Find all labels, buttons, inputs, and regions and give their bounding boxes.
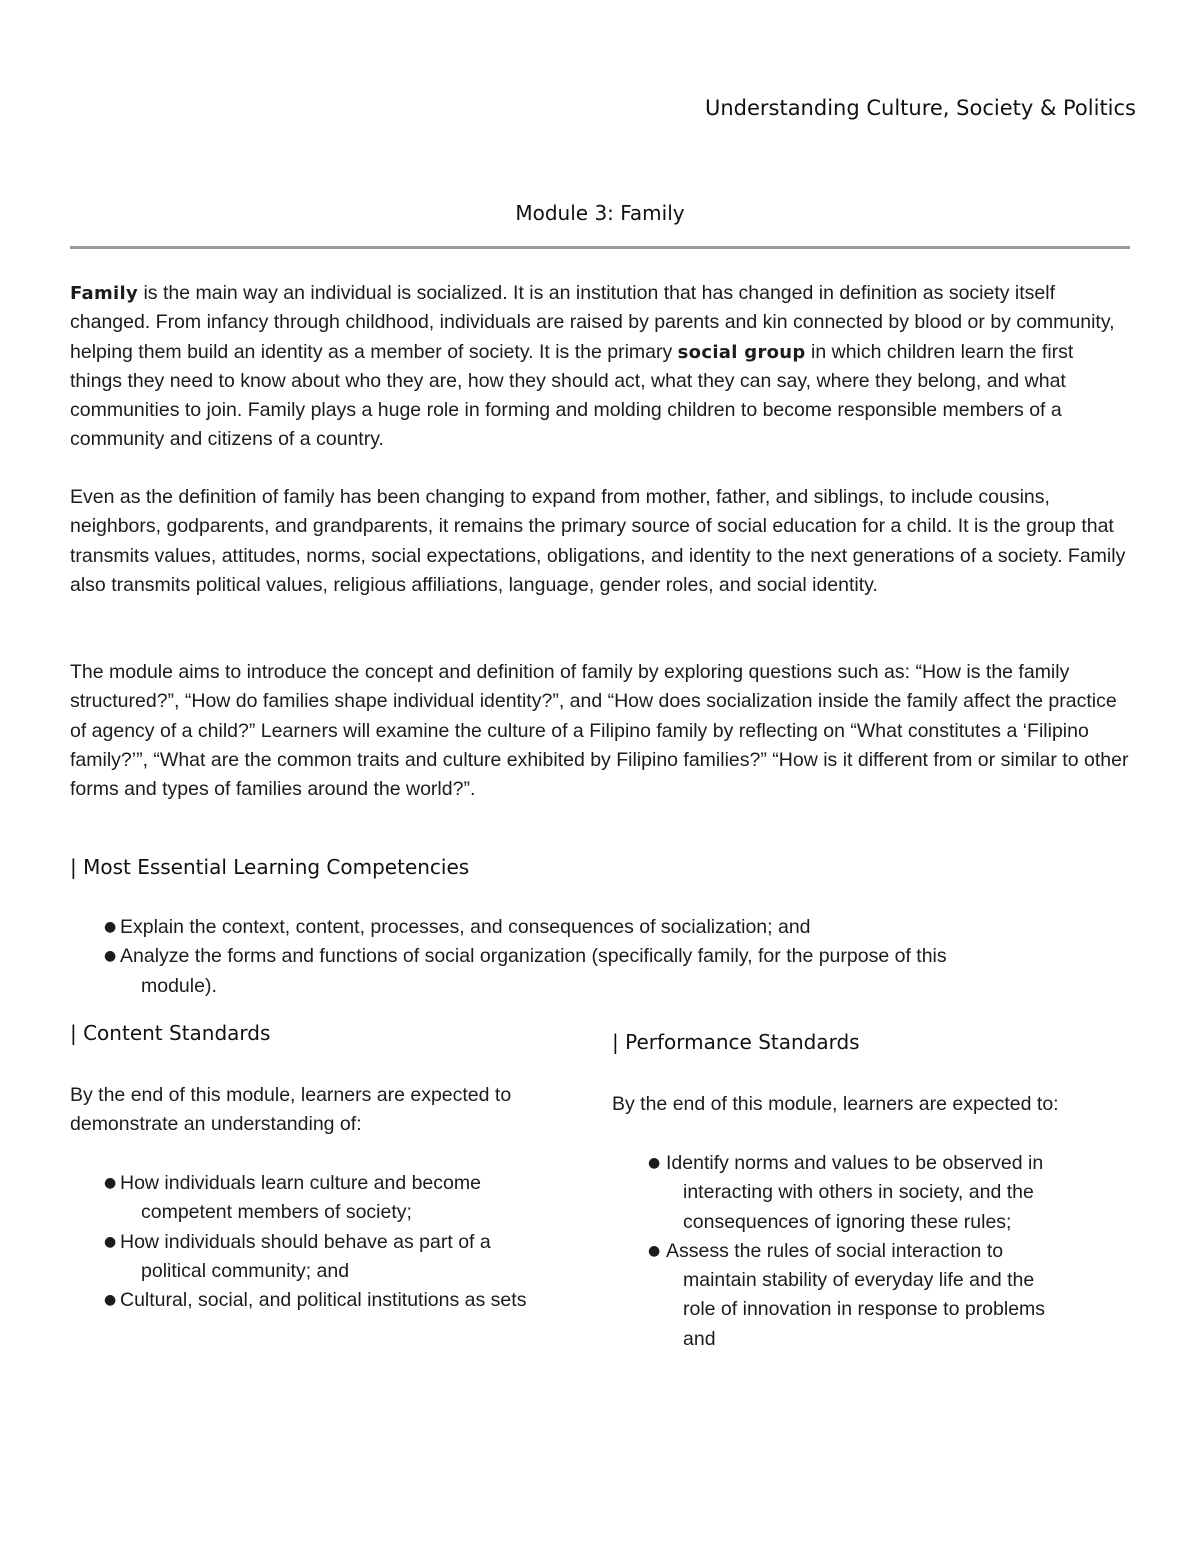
course-title: Understanding Culture, Society & Politics: [704, 96, 1136, 120]
list-item-text: Assess the rules of social interaction to: [666, 1239, 1004, 1262]
intro-paragraph-2: Even as the definition of family has been changing to expand from mother, father, and siblings, to include cousins, neighbors, godparents, and grandparents, it remains the primary source of social education for a child. It is the group that transmits values, attitudes, norms, social expectations, obligations, and identity to the next generations of a society. Family also transmits political values, religious affiliations, language, gender roles, and social identity.: [70, 486, 1126, 596]
list-item-text-continued: module).: [141, 974, 217, 997]
list-item-text-continued: role of innovation in response to problems: [683, 1298, 1046, 1321]
list-item: [648, 1149, 1108, 1237]
list-item-text: Cultural, social, and political institutions as sets: [120, 1289, 527, 1312]
intro-paragraph-3: The module aims to introduce the concept and definition of family by exploring questions such as: “How is the family structured?”, “How do families shape individual identity?”, and “How does socialization inside the family affect the practice of agency of a child?” Learners will examine the culture of a Filipino family by reflecting on “What constitutes a ‘Filipino family?’”, “What are the common traits and culture exhibited by Filipino families?” “How is it different from or similar to other forms and types of families around the world?”.: [70, 661, 1129, 801]
title-divider: [70, 246, 1130, 249]
content-standards-intro: By the end of this module, learners are expected to demonstrate an understanding of:: [70, 1084, 512, 1136]
list-item-text: Explain the context, content, processes, and consequences of socialization; and: [120, 916, 811, 938]
list-item-text: Analyze the forms and functions of social organization (specifically family, for the purpose of this: [120, 945, 947, 968]
competencies-heading: | Most Essential Learning Competencies: [70, 855, 470, 879]
list-item-text-continued: and: [683, 1327, 716, 1350]
list-item-text: Identify norms and values to be observed in: [666, 1152, 1044, 1174]
list-item: [104, 1286, 594, 1315]
list-item: [104, 1228, 594, 1287]
intro-paragraph-1: [70, 279, 1130, 455]
list-item-text-continued: interacting with others in society, and the: [683, 1181, 1034, 1204]
intro-paragraph-1-part-b: in which children learn the first things they need to know about who they are, how they should act, what they can say, where they belong, and what communities to join. Family plays a huge role in forming and molding children to become responsible members of a community and citizens of a country.: [70, 340, 1074, 451]
bullet-icon: ●: [648, 1242, 661, 1259]
bullet-icon: ●: [104, 1233, 117, 1250]
performance-standards-list: [648, 1149, 1108, 1354]
list-item: [104, 942, 1104, 1001]
competencies-list: [104, 913, 1104, 1001]
bullet-icon: ●: [104, 919, 117, 935]
content-standards-list: [104, 1169, 594, 1315]
list-item: [104, 913, 1104, 942]
intro-paragraph-1-part-a: is the main way an individual is socialized. It is an institution that has changed in definition as society itself changed. From infancy through childhood, individuals are raised by parents and kin connected by blood or by community, helping them build an identity as a member of society. It is the primary: [70, 282, 1115, 363]
list-item-text: How individuals learn culture and become: [120, 1172, 481, 1194]
bullet-icon: ●: [104, 948, 117, 965]
bullet-icon: ●: [104, 1175, 117, 1191]
term-social-group: social group: [677, 341, 806, 363]
list-item-text-continued: consequences of ignoring these rules;: [683, 1210, 1012, 1233]
bullet-icon: ●: [648, 1155, 661, 1171]
list-item-text-continued: competent members of society;: [141, 1201, 412, 1224]
list-item: [648, 1237, 1108, 1354]
term-family: Family: [70, 283, 139, 304]
list-item-text-continued: political community; and: [141, 1259, 350, 1282]
performance-standards-heading: | Performance Standards: [612, 1030, 860, 1054]
list-item: [104, 1169, 594, 1228]
list-item-text-continued: maintain stability of everyday life and the: [683, 1269, 1035, 1292]
bullet-icon: ●: [104, 1292, 117, 1309]
list-item-text: How individuals should behave as part of a: [120, 1230, 491, 1253]
module-title: Module 3: Family: [515, 201, 685, 225]
content-standards-heading: | Content Standards: [70, 1021, 271, 1045]
performance-standards-intro: By the end of this module, learners are expected to:: [612, 1093, 1059, 1115]
